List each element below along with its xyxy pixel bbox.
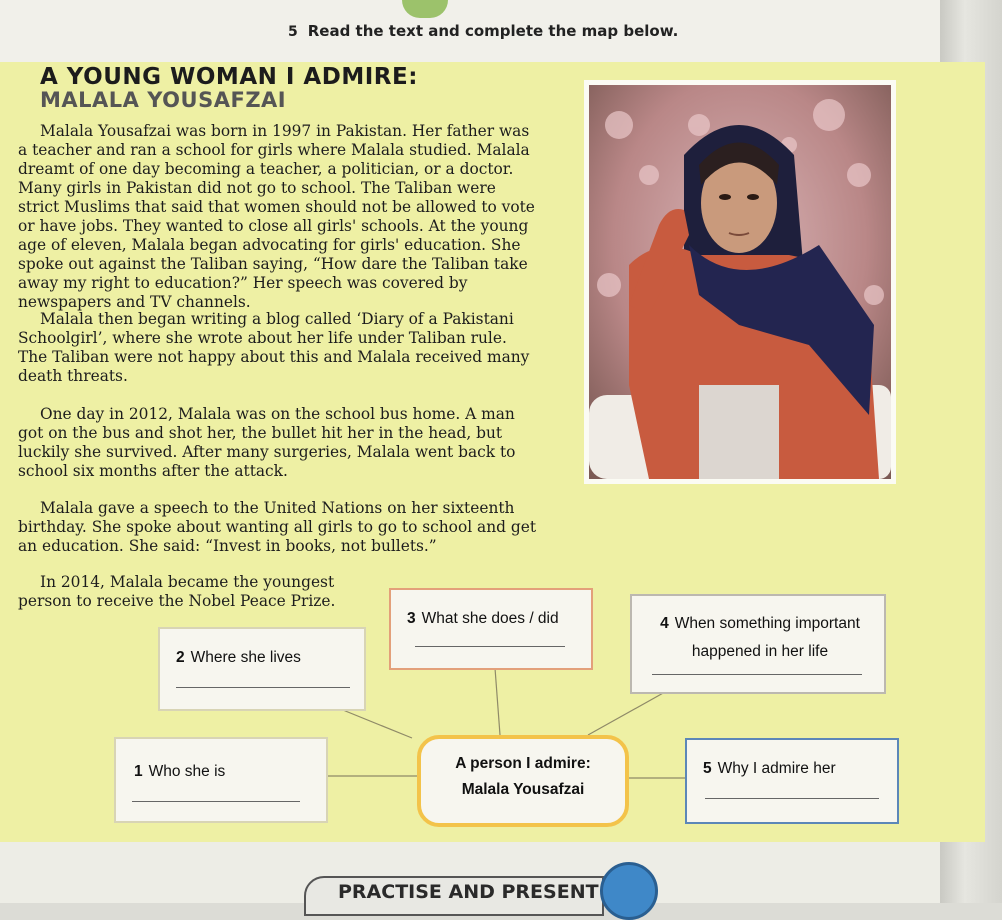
exercise-number: 5	[288, 24, 298, 40]
article-title: A YOUNG WOMAN I ADMIRE:	[40, 64, 418, 90]
map-box-who-she-is[interactable]	[114, 737, 328, 823]
map-center	[417, 735, 629, 827]
answer-line[interactable]	[415, 646, 565, 647]
center-line-1: A person I admire:	[455, 755, 591, 772]
box-label: Where she lives	[190, 649, 301, 666]
box-label: Why I admire her	[717, 760, 836, 777]
box-label: Who she is	[148, 763, 226, 780]
exercise-text: Read the text and complete the map below.	[307, 22, 679, 40]
box-number: 2	[176, 649, 185, 666]
map-box-where-she-lives[interactable]	[158, 627, 366, 711]
paragraph-1: Malala Yousafzai was born in 1997 in Pakistan. Her father was a teacher and ran a school for girls where Malala studied. Malala dreamt of one day becoming a teacher, a politician, or a doctor. Many girls in Pakistan did not go to school. The Taliban were strict Muslims that said that women should not be allowed to vote or have jobs. They wanted to close all girls' schools. At the young age of eleven, Malala began advocating for girls' education. She spoke out against the Taliban saying, “How dare the Taliban take away my right to education?” Her speech was covered by newspapers and TV channels.	[18, 122, 535, 311]
box-label: What she does / did	[421, 610, 559, 627]
answer-line[interactable]	[176, 687, 350, 688]
map-box-what-she-does[interactable]	[389, 588, 593, 670]
section-footer-title: PRACTISE AND PRESENT	[304, 876, 604, 916]
box-number: 4	[660, 615, 669, 632]
article-subtitle: MALALA YOUSAFZAI	[40, 88, 287, 112]
paragraph-4: Malala gave a speech to the United Nations on her sixteenth birthday. She spoke about wanting all girls to go to school and get an education. She said: “Invest in books, not bullets.”	[18, 499, 537, 555]
answer-line[interactable]	[705, 798, 879, 799]
box-number: 1	[134, 763, 143, 780]
map-box-when-important[interactable]	[630, 594, 886, 694]
page-badge	[600, 862, 658, 920]
box-number: 3	[407, 610, 416, 627]
paragraph-3: One day in 2012, Malala was on the school bus home. A man got on the bus and shot her, the bullet hit her in the head, but luckily she survived. After many surgeries, Malala went back to school six months after the attack.	[18, 405, 516, 480]
box-label: When something important happened in her life	[674, 615, 860, 660]
map-box-why-admire[interactable]	[685, 738, 899, 824]
answer-line[interactable]	[652, 674, 862, 675]
answer-line[interactable]	[132, 801, 300, 802]
paragraph-5: In 2014, Malala became the youngest person to receive the Nobel Peace Prize.	[18, 573, 336, 610]
center-line-2: Malala Yousafzai	[461, 781, 585, 798]
paragraph-2: Malala then began writing a blog called ‘Diary of a Pakistani Schoolgirl’, where she wrote about her life under Taliban rule. The Taliban were not happy about this and Malala received many death threats.	[18, 310, 530, 385]
box-number: 5	[703, 760, 712, 777]
